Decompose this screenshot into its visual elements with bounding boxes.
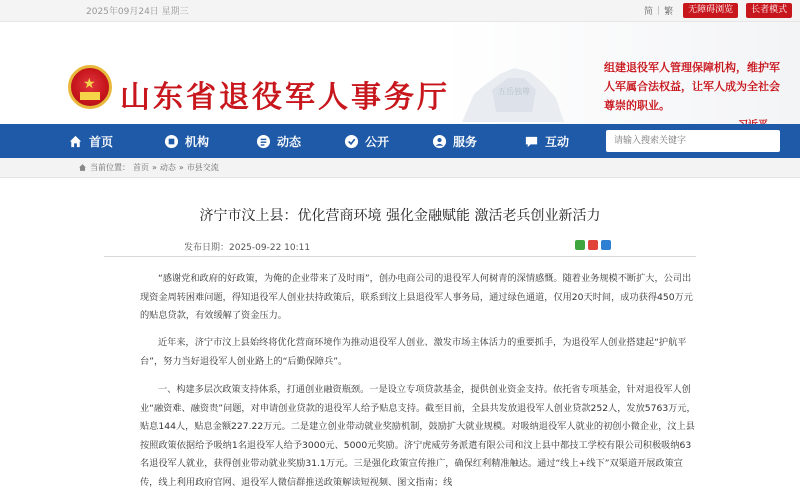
divider	[104, 256, 696, 257]
interaction-icon	[524, 134, 539, 149]
current-date: 2025年09月24日 星期三	[86, 7, 189, 17]
service-icon	[432, 134, 447, 149]
sculpture-text: 五岳独尊	[498, 87, 530, 96]
breadcrumb	[78, 162, 219, 173]
nav-item-service[interactable]	[432, 124, 477, 158]
leader-quote: 组建退役军人管理保障机构，维护军人军属合法权益，让军人成为全社会尊崇的职业。	[604, 61, 780, 112]
breadcrumb-item-home[interactable]: 首页	[133, 163, 149, 172]
breadcrumb-prefix: 当前位置：	[90, 163, 130, 172]
nav-item-label: 首页	[89, 134, 114, 149]
breadcrumb-item-city-county[interactable]: 市县交流	[186, 163, 219, 172]
star-icon: ★	[83, 76, 96, 92]
divider: |	[657, 5, 661, 16]
breadcrumb-bar	[0, 158, 800, 178]
organization-icon	[164, 134, 179, 149]
lang-simplified-link[interactable]: 简	[644, 7, 654, 17]
elderly-mode-button[interactable]: 长者模式	[746, 3, 792, 18]
disclosure-icon	[344, 134, 359, 149]
nav-item-organization[interactable]	[164, 124, 209, 158]
nav-item-interaction[interactable]	[524, 124, 569, 158]
top-utility-bar	[0, 0, 800, 22]
breadcrumb-separator: »	[152, 163, 157, 172]
nav-item-news[interactable]	[256, 124, 301, 158]
taishan-stone-sculpture	[452, 64, 572, 122]
nav-item-disclosure[interactable]	[344, 124, 389, 158]
breadcrumb-separator: »	[178, 163, 184, 172]
lang-traditional-link[interactable]: 繁	[664, 7, 674, 17]
site-header	[0, 22, 800, 124]
article-paragraph: “感谢党和政府的好政策，为俺的企业带来了及时雨”，创办电商公司的退役军人何树青的深情感慨。随着业务规模不断扩大，公司出现资金周转困难问题，得知退役军人创业扶持政策后，联系到汶上县退役军人事务局，通过绿色通道，仅用20天时间，成功获得450万元的贴息贷款，有效缓解了资金压力。	[140, 273, 693, 321]
article-paragraph: 一、构建多层次政策支持体系，打通创业融资瓶颈。一是设立专项贷款基金，提供创业资金支持。依托省专项基金，针对退役军人创业“融资难、融资贵”问题，对申请创业贷款的退役军人给予贴息支持。截至目前，全县共发放退役军人创业贷款252人，发放5763万元，贴息144人，贴息金额227.22万元。二是建立创业带动就业奖励机制，鼓励扩大就业规模。对吸纳退役军人就业的初创小微企业，汶上县按照政策依据给予吸纳1名退役军人给予3000元、5000元奖励。济宁虎威劳务派遣有限公司和汶上县中都技工学校有限公司积极吸纳63名退役军人就业，获得创业带动就业奖励31.1万元。三是强化政策宣传推广，确保红利精准触达。通过“线上+线下”双渠道开展政策宣传，线上利用政府官网、退役军人微信群推送政策解读短视频、图文指南；线	[140, 384, 696, 488]
more-share-icon[interactable]	[601, 240, 611, 250]
tiananmen-icon	[80, 92, 100, 100]
nav-item-label: 互动	[545, 134, 570, 149]
location-home-icon	[78, 163, 87, 172]
article-paragraph: 近年来，济宁市汶上县始终将优化营商环境作为推动退役军人创业、激发市场主体活力的重要抓手，为退役军人创业搭建起“护航平台”，努力当好退役军人创业路上的“后勤保障兵”。	[140, 337, 687, 367]
site-title[interactable]: 山东省退役军人事务厅	[120, 80, 450, 115]
accessibility-button[interactable]: 无障碍浏览	[683, 3, 738, 18]
home-icon	[68, 134, 83, 149]
topbar-links	[644, 3, 792, 18]
nav-item-label: 机构	[185, 134, 210, 149]
nav-item-label: 动态	[277, 134, 302, 149]
search-input[interactable]	[606, 130, 780, 152]
news-icon	[256, 134, 271, 149]
nav-item-label: 公开	[365, 134, 390, 149]
nav-item-home[interactable]	[68, 124, 113, 158]
publish-date: 发布日期：2025-09-22 10:11	[184, 243, 311, 253]
article-title: 济宁市汶上县：优化营商环境 强化金融赋能 激活老兵创业新活力	[199, 208, 601, 224]
share-buttons	[575, 240, 611, 250]
wechat-share-icon[interactable]	[575, 240, 585, 250]
weibo-share-icon[interactable]	[588, 240, 598, 250]
breadcrumb-item-news[interactable]: 动态	[159, 163, 176, 172]
national-emblem-logo	[68, 65, 112, 109]
nav-item-label: 服务	[453, 134, 478, 149]
